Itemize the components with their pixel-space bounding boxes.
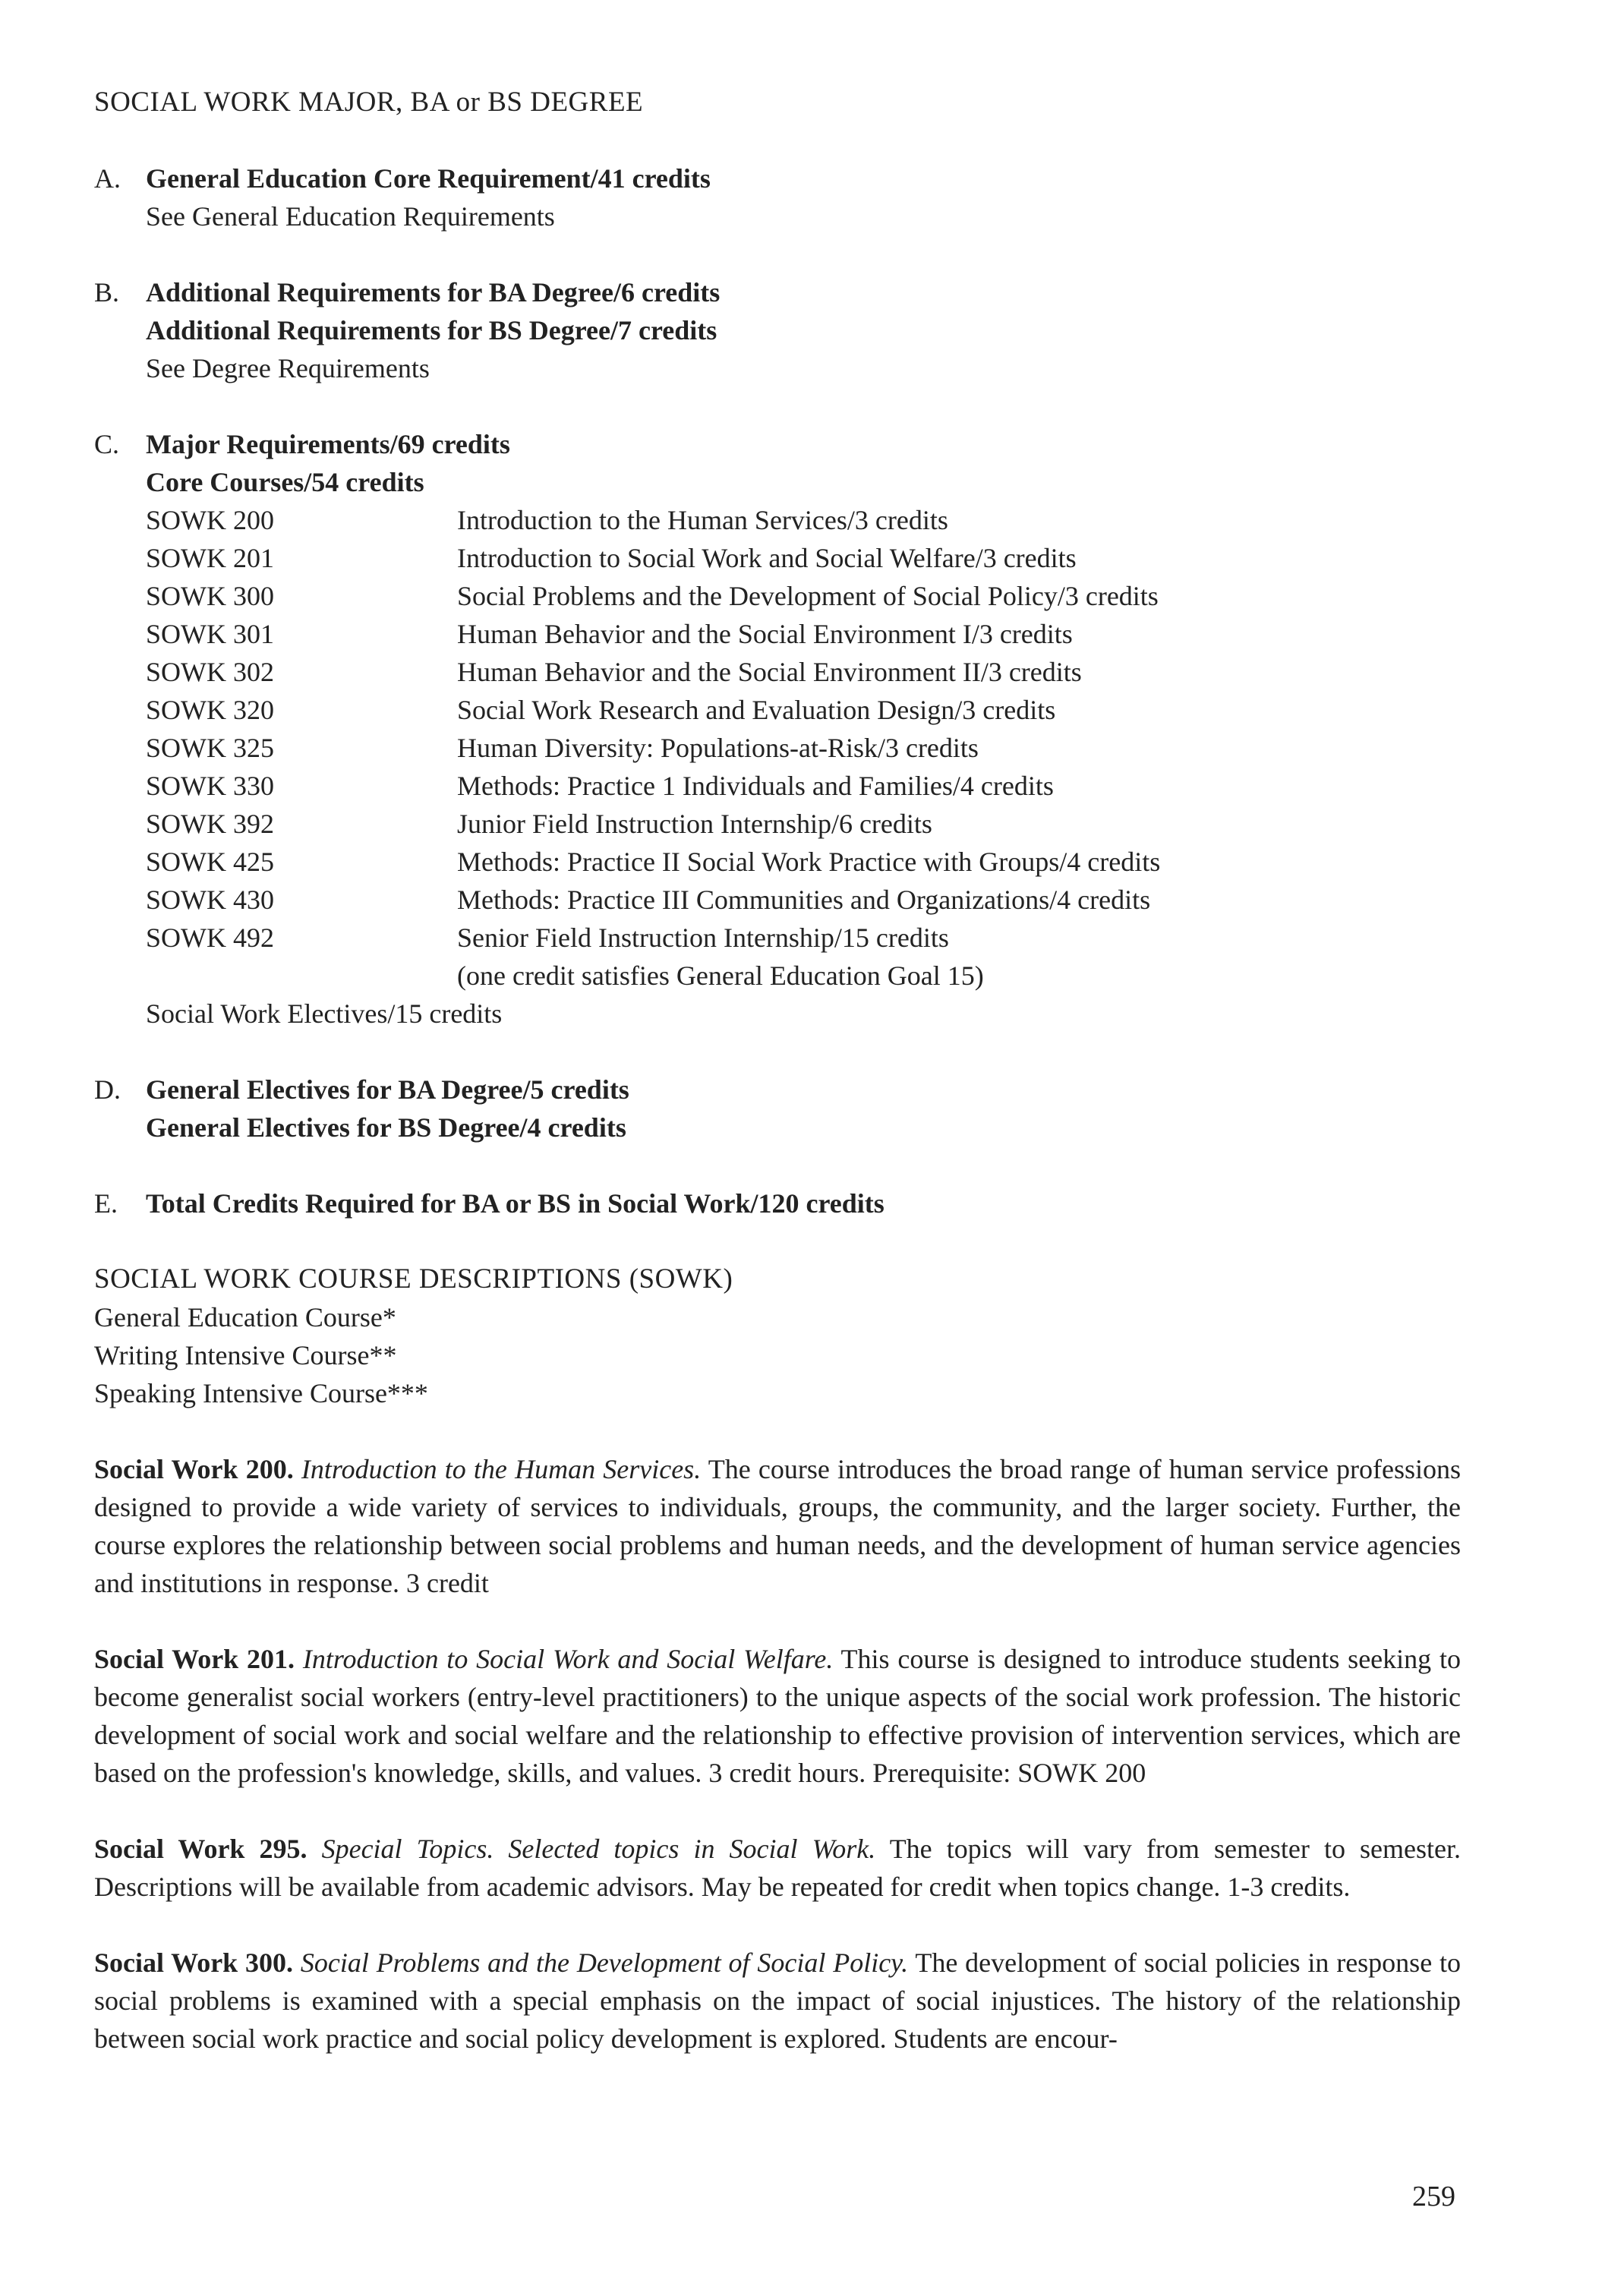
page-title: SOCIAL WORK MAJOR, BA or BS DEGREE	[94, 87, 644, 118]
section-b-heading-bs: Additional Requirements for BS Degree/7 credits	[146, 315, 717, 345]
course-description	[94, 1944, 1461, 2058]
section-e	[94, 1184, 1461, 1222]
legend-general-education: General Education Course*	[94, 1302, 396, 1332]
course-code: SOWK 300	[146, 581, 274, 611]
course-code: SOWK 301	[146, 619, 274, 649]
course-title: Human Behavior and the Social Environment I/3 credits	[457, 619, 1073, 649]
course-code: SOWK 302	[146, 657, 274, 687]
course-italic-title: Introduction to Social Work and Social Welfare.	[302, 1644, 834, 1674]
course-body: This course is designed to introduce students seeking to become generalist social workers (entry-level practitioners) to the unique aspects of the social work profession. The historic development of social work and social welfare and the relationship to effective provision of intervention services, which are based on the profession's knowledge, skills, and values. 3 credit hours. Prerequisite: SOWK 200	[94, 1644, 1461, 1788]
section-d-heading-bs: General Electives for BS Degree/4 credits	[146, 1112, 626, 1143]
course-italic-title: Social Problems and the Development of Social Policy.	[300, 1948, 909, 1978]
course-title: Methods: Practice II Social Work Practice with Groups/4 credits	[457, 847, 1161, 877]
section-letter: D.	[94, 1074, 121, 1105]
section-letter: E.	[94, 1188, 118, 1219]
course-italic-title: Introduction to the Human Services.	[301, 1454, 702, 1484]
course-list	[146, 501, 1461, 995]
course-title: Human Behavior and the Social Environment II/3 credits	[457, 657, 1082, 687]
course-code: SOWK 320	[146, 695, 274, 725]
course-title: Methods: Practice III Communities and Organizations/4 credits	[457, 885, 1151, 915]
electives-line: Social Work Electives/15 credits	[146, 998, 503, 1029]
section-letter: A.	[94, 163, 121, 194]
course-title: Social Problems and the Development of Social Policy/3 credits	[457, 581, 1159, 611]
course-row	[146, 957, 1461, 995]
course-code: SOWK 492	[146, 922, 274, 953]
course-row	[146, 653, 1461, 691]
page-number: 259	[1412, 2181, 1455, 2212]
section-letter: B.	[94, 277, 120, 308]
course-description	[94, 1640, 1461, 1792]
legend-speaking-intensive: Speaking Intensive Course***	[94, 1378, 428, 1408]
course-row	[146, 843, 1461, 881]
course-number: Social Work 295.	[94, 1834, 307, 1864]
section-b	[94, 273, 1461, 387]
course-number: Social Work 201.	[94, 1644, 295, 1674]
section-a-note: See General Education Requirements	[146, 201, 555, 232]
course-number: Social Work 300.	[94, 1948, 294, 1978]
course-row	[146, 881, 1461, 919]
course-number: Social Work 200.	[94, 1454, 294, 1484]
course-title: Junior Field Instruction Internship/6 credits	[457, 809, 932, 839]
course-title: Human Diversity: Populations-at-Risk/3 credits	[457, 733, 979, 763]
course-title: Introduction to Social Work and Social Welfare/3 credits	[457, 543, 1077, 573]
section-d	[94, 1071, 1461, 1146]
section-a-heading: General Education Core Requirement/41 credits	[146, 163, 711, 194]
course-row	[146, 501, 1461, 539]
course-body: The topics will vary from semester to semester. Descriptions will be available from academic advisors. May be repeated for credit when topics change. 1-3 credits.	[94, 1834, 1462, 1902]
course-code: SOWK 200	[146, 505, 274, 535]
description-list	[94, 1450, 1461, 2058]
course-title: Senior Field Instruction Internship/15 credits	[457, 922, 949, 953]
course-row	[146, 691, 1461, 729]
section-letter: C.	[94, 429, 120, 459]
course-body: The course introduces the broad range of human service professions designed to provide a wide variety of services to individuals, groups, the community, and the larger society. Further, the course explores the relationship between social problems and human needs, and the development of human service agencies and institutions in response. 3 credit	[94, 1454, 1462, 1598]
descriptions-heading: SOCIAL WORK COURSE DESCRIPTIONS (SOWK)	[94, 1263, 733, 1295]
course-row	[146, 615, 1461, 653]
course-row	[146, 577, 1461, 615]
course-description	[94, 1830, 1461, 1906]
course-descriptions	[94, 1260, 1461, 2058]
course-row	[146, 539, 1461, 577]
core-courses-heading: Core Courses/54 credits	[146, 467, 424, 497]
course-code: SOWK 201	[146, 543, 274, 573]
course-code: SOWK 325	[146, 733, 274, 763]
course-italic-title: Special Topics. Selected topics in Social Work.	[321, 1834, 876, 1864]
course-title: Social Work Research and Evaluation Design/3 credits	[457, 695, 1056, 725]
section-d-heading-ba: General Electives for BA Degree/5 credits	[146, 1074, 629, 1105]
course-title: Methods: Practice 1 Individuals and Families/4 credits	[457, 771, 1054, 801]
section-e-heading: Total Credits Required for BA or BS in Social Work/120 credits	[146, 1188, 885, 1219]
course-row	[146, 805, 1461, 843]
course-code: SOWK 425	[146, 847, 274, 877]
course-note: (one credit satisfies General Education Goal 15)	[457, 960, 984, 991]
legend-writing-intensive: Writing Intensive Course**	[94, 1340, 397, 1370]
course-code: SOWK 430	[146, 885, 274, 915]
course-title: Introduction to the Human Services/3 credits	[457, 505, 948, 535]
section-b-heading-ba: Additional Requirements for BA Degree/6 credits	[146, 277, 721, 308]
course-code-empty	[146, 957, 457, 995]
course-row	[146, 767, 1461, 805]
course-code: SOWK 392	[146, 809, 274, 839]
catalog-page	[94, 84, 1461, 2058]
section-b-note: See Degree Requirements	[146, 353, 430, 383]
course-body: The development of social policies in response to social problems is examined with a special emphasis on the impact of social injustices. The history of the relationship between social work practice and social policy development is explored. Students are encour-	[94, 1948, 1462, 2054]
course-description	[94, 1450, 1461, 1602]
section-a	[94, 159, 1461, 235]
course-code: SOWK 330	[146, 771, 274, 801]
course-row	[146, 919, 1461, 957]
section-c	[94, 425, 1461, 1033]
section-c-heading: Major Requirements/69 credits	[146, 429, 510, 459]
course-row	[146, 729, 1461, 767]
